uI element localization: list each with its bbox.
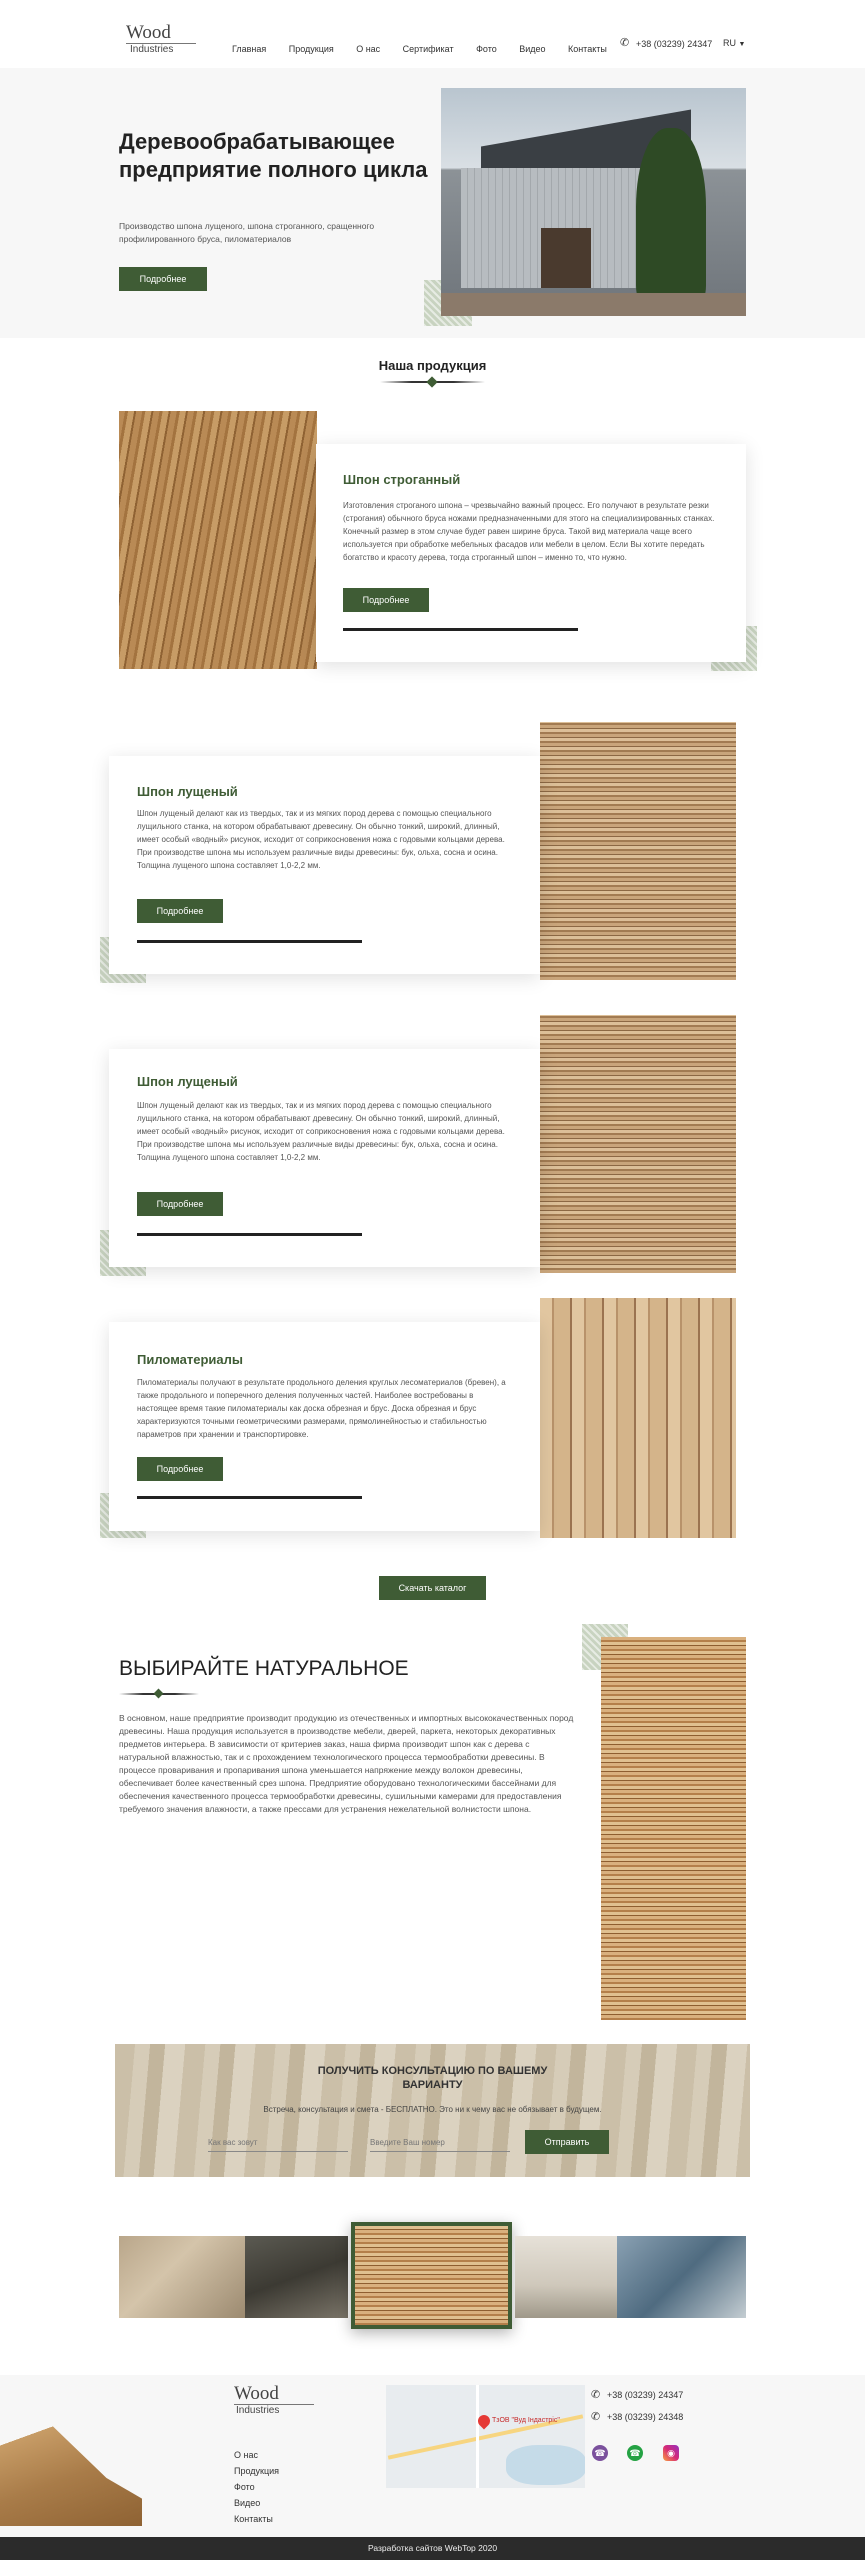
footer (0, 2375, 865, 2537)
consult-subtitle: Встреча, консультация и смета - БЕСПЛАТНО. Это ни к чему вас не обязывает в будущем. (263, 2105, 602, 2114)
footer-logo-bottom: Industries (234, 2404, 314, 2416)
product-underline (137, 940, 362, 943)
hero-building-image (441, 88, 746, 316)
phone-icon: ✆ (591, 2411, 601, 2423)
logo-top: Wood (126, 22, 171, 43)
footer-logo-top: Wood (234, 2383, 279, 2404)
chevron-down-icon: ▼ (738, 41, 746, 48)
natural-divider-dot (154, 1689, 164, 1699)
viber-icon[interactable]: ☎ (592, 2445, 608, 2461)
gallery-photo-4[interactable] (515, 2236, 617, 2318)
hero-title: Деревообрабатывающее предприятие полного цикла (119, 129, 428, 182)
product-more-button[interactable]: Подробнее (137, 899, 223, 923)
nav-about[interactable]: О нас (356, 44, 381, 54)
product-underline (137, 1496, 362, 1499)
footer-phone-2[interactable]: +38 (03239) 24348 (607, 2412, 684, 2422)
map-label: ТзОВ "Вуд Індастріс" (492, 2417, 560, 2424)
language-label: RU (723, 38, 736, 48)
product-title: Шпон лущеный (137, 784, 238, 799)
download-catalog-button[interactable]: Скачать каталог (379, 1576, 486, 1600)
product-2-image (540, 722, 736, 980)
nav-products[interactable]: Продукция (288, 44, 334, 54)
product-title: Шпон строганный (343, 472, 461, 487)
gallery-photo-2[interactable] (245, 2236, 348, 2318)
logo[interactable] (126, 24, 196, 58)
footer-link-contacts[interactable]: Контакты (234, 2514, 273, 2524)
instagram-icon[interactable]: ◉ (663, 2445, 679, 2461)
main-nav (232, 39, 625, 57)
product-more-button[interactable]: Подробнее (137, 1192, 223, 1216)
map-road-2 (476, 2385, 479, 2488)
credits[interactable]: Разработка сайтов WebTop 2020 (367, 2543, 498, 2553)
phone-icon: ✆ (620, 37, 630, 49)
header-phone[interactable]: +38 (03239) 24347 (636, 39, 713, 49)
logo-bottom: Industries (126, 43, 196, 55)
tree (636, 128, 706, 303)
site-header (0, 0, 865, 68)
footer-map[interactable] (386, 2385, 585, 2488)
natural-image (601, 1637, 746, 2020)
ground (441, 293, 746, 316)
product-title: Шпон лущеный (137, 1074, 238, 1089)
product-card-2 (109, 756, 540, 974)
nav-video[interactable]: Видео (519, 44, 546, 54)
bottom-bar (0, 2537, 865, 2560)
gallery-photo-5[interactable] (617, 2236, 746, 2318)
footer-link-products[interactable]: Продукция (234, 2466, 280, 2476)
heading-divider-dot (426, 376, 437, 387)
nav-home[interactable]: Главная (232, 44, 267, 54)
hero-more-button[interactable]: Подробнее (119, 267, 207, 291)
footer-link-photo[interactable]: Фото (234, 2482, 255, 2492)
phone-field[interactable] (370, 2134, 510, 2152)
product-3-image (540, 1015, 736, 1273)
product-underline (343, 628, 578, 631)
whatsapp-icon[interactable]: ☎ (627, 2445, 643, 2461)
gallery-photo-1[interactable] (119, 2236, 245, 2318)
product-title: Пиломатериалы (137, 1352, 243, 1367)
name-field[interactable] (208, 2134, 348, 2152)
footer-logo[interactable] (234, 2385, 314, 2423)
consult-section (115, 2044, 750, 2177)
product-more-button[interactable]: Подробнее (343, 588, 429, 612)
building-entrance (541, 228, 591, 288)
product-description: Шпон лущеный делают как из твердых, так и из мягких пород дерева с помощью специального лущильного станка, на котором обрабатывают древесину. Он обычно тонкий, широкий, длинный, имеет особый «водный» рисунок, исходит от соприкосновения ножа с годовыми кольцами дерева. При производстве шпона мы используем различные виды древесины: бук, ольха, сосна и осина. Толщина лущеного шпона составляет 1,0-2,2 мм. (137, 809, 505, 870)
product-card-4 (109, 1322, 540, 1531)
hero-section (0, 68, 865, 338)
gallery (119, 2236, 746, 2318)
product-card-1 (316, 444, 746, 662)
product-1-image (119, 411, 317, 669)
product-card-3 (109, 1049, 540, 1267)
phone-icon: ✆ (591, 2389, 601, 2401)
product-4-image (540, 1298, 736, 1538)
hero-subtitle: Производство шпона лущеного, шпона строганного, сращенного профилированного бруса, пиломатериалов (119, 221, 375, 244)
map-water (506, 2445, 585, 2485)
consult-title: ПОЛУЧИТЬ КОНСУЛЬТАЦИЮ ПО ВАШЕМУ ВАРИАНТУ (317, 2065, 548, 2091)
nav-contacts[interactable]: Контакты (567, 44, 607, 54)
product-description: Шпон лущеный делают как из твердых, так и из мягких пород дерева с помощью специального лущильного станка, на котором обрабатывают древесину. Он обычно тонкий, широкий, длинный, имеет особый «водный» рисунок, исходит от соприкосновения ножа с годовыми кольцами дерева. При производстве шпона мы используем различные виды древесины: бук, ольха, сосна и осина. Толщина лущеного шпона составляет 1,0-2,2 мм. (137, 1101, 505, 1162)
gallery-photo-3-active[interactable] (351, 2222, 512, 2329)
product-description: Пиломатериалы получают в результате продольного деления круглых лесоматериалов (бревен), а также продольного и поперечного деления полученных частей. Наиболее востребованы в настоящее время такие пиломатериалы как доска обрезная и брус. Доска обрезная и брус характеризуются точными геометрическими размерами, прямолинейностью и стабильностью параметров при хранении и транспортировке. (137, 1378, 506, 1439)
send-button[interactable]: Отправить (525, 2130, 609, 2154)
nav-certificate[interactable]: Сертификат (402, 44, 454, 54)
footer-stairs-image (0, 2389, 142, 2526)
language-selector[interactable] (723, 38, 745, 48)
product-description: Изготовления строганого шпона – чрезвычайно важный процесс. Его получают в результате резки (строгания) обычного бруса ножами предназначенными для этого на специализированных станках. Конечный размер в этом случае будет равен ширине бруса. Такой вид материала чаще всего используется при обработке мебельных фасадов или мебели в целом. Если Вы хотите передать богатство и красоту дерева, тогда строганный шпон – именно то, что нужно. (343, 501, 715, 562)
natural-text: В основном, наше предприятие производит продукцию из отечественных и импортных высококачественных пород древесины. Наша продукция используется в производстве мебели, дверей, паркета, некоторых декоративных предметов интерьера. В зависимости от критериев заказ, наша фирма производит шпон как с дерева с натуральной влажностью, так и с прохождением технологического процесса термообработки древесины. В процессе проваривания и пропаривания шпона уменьшается напряжение между волокон древесины, обеспечивает более качественный срез шпона. Предприятие оборудовано технологическими бассейнами для обеспечения качественного процесса термообработки древесины, сушильными камерами для предоставления требуемого значения влажности, а также прессами для устранения нежелательной волнистости шпона. (119, 1713, 574, 1814)
nav-photo[interactable]: Фото (476, 44, 497, 54)
footer-link-video[interactable]: Видео (234, 2498, 261, 2508)
product-underline (137, 1233, 362, 1236)
natural-heading: ВЫБИРАЙТЕ НАТУРАЛЬНОЕ (119, 1657, 409, 1680)
footer-link-about[interactable]: О нас (234, 2450, 258, 2460)
products-heading: Наша продукция (378, 358, 487, 373)
product-more-button[interactable]: Подробнее (137, 1457, 223, 1481)
footer-phone-1[interactable]: +38 (03239) 24347 (607, 2390, 684, 2400)
